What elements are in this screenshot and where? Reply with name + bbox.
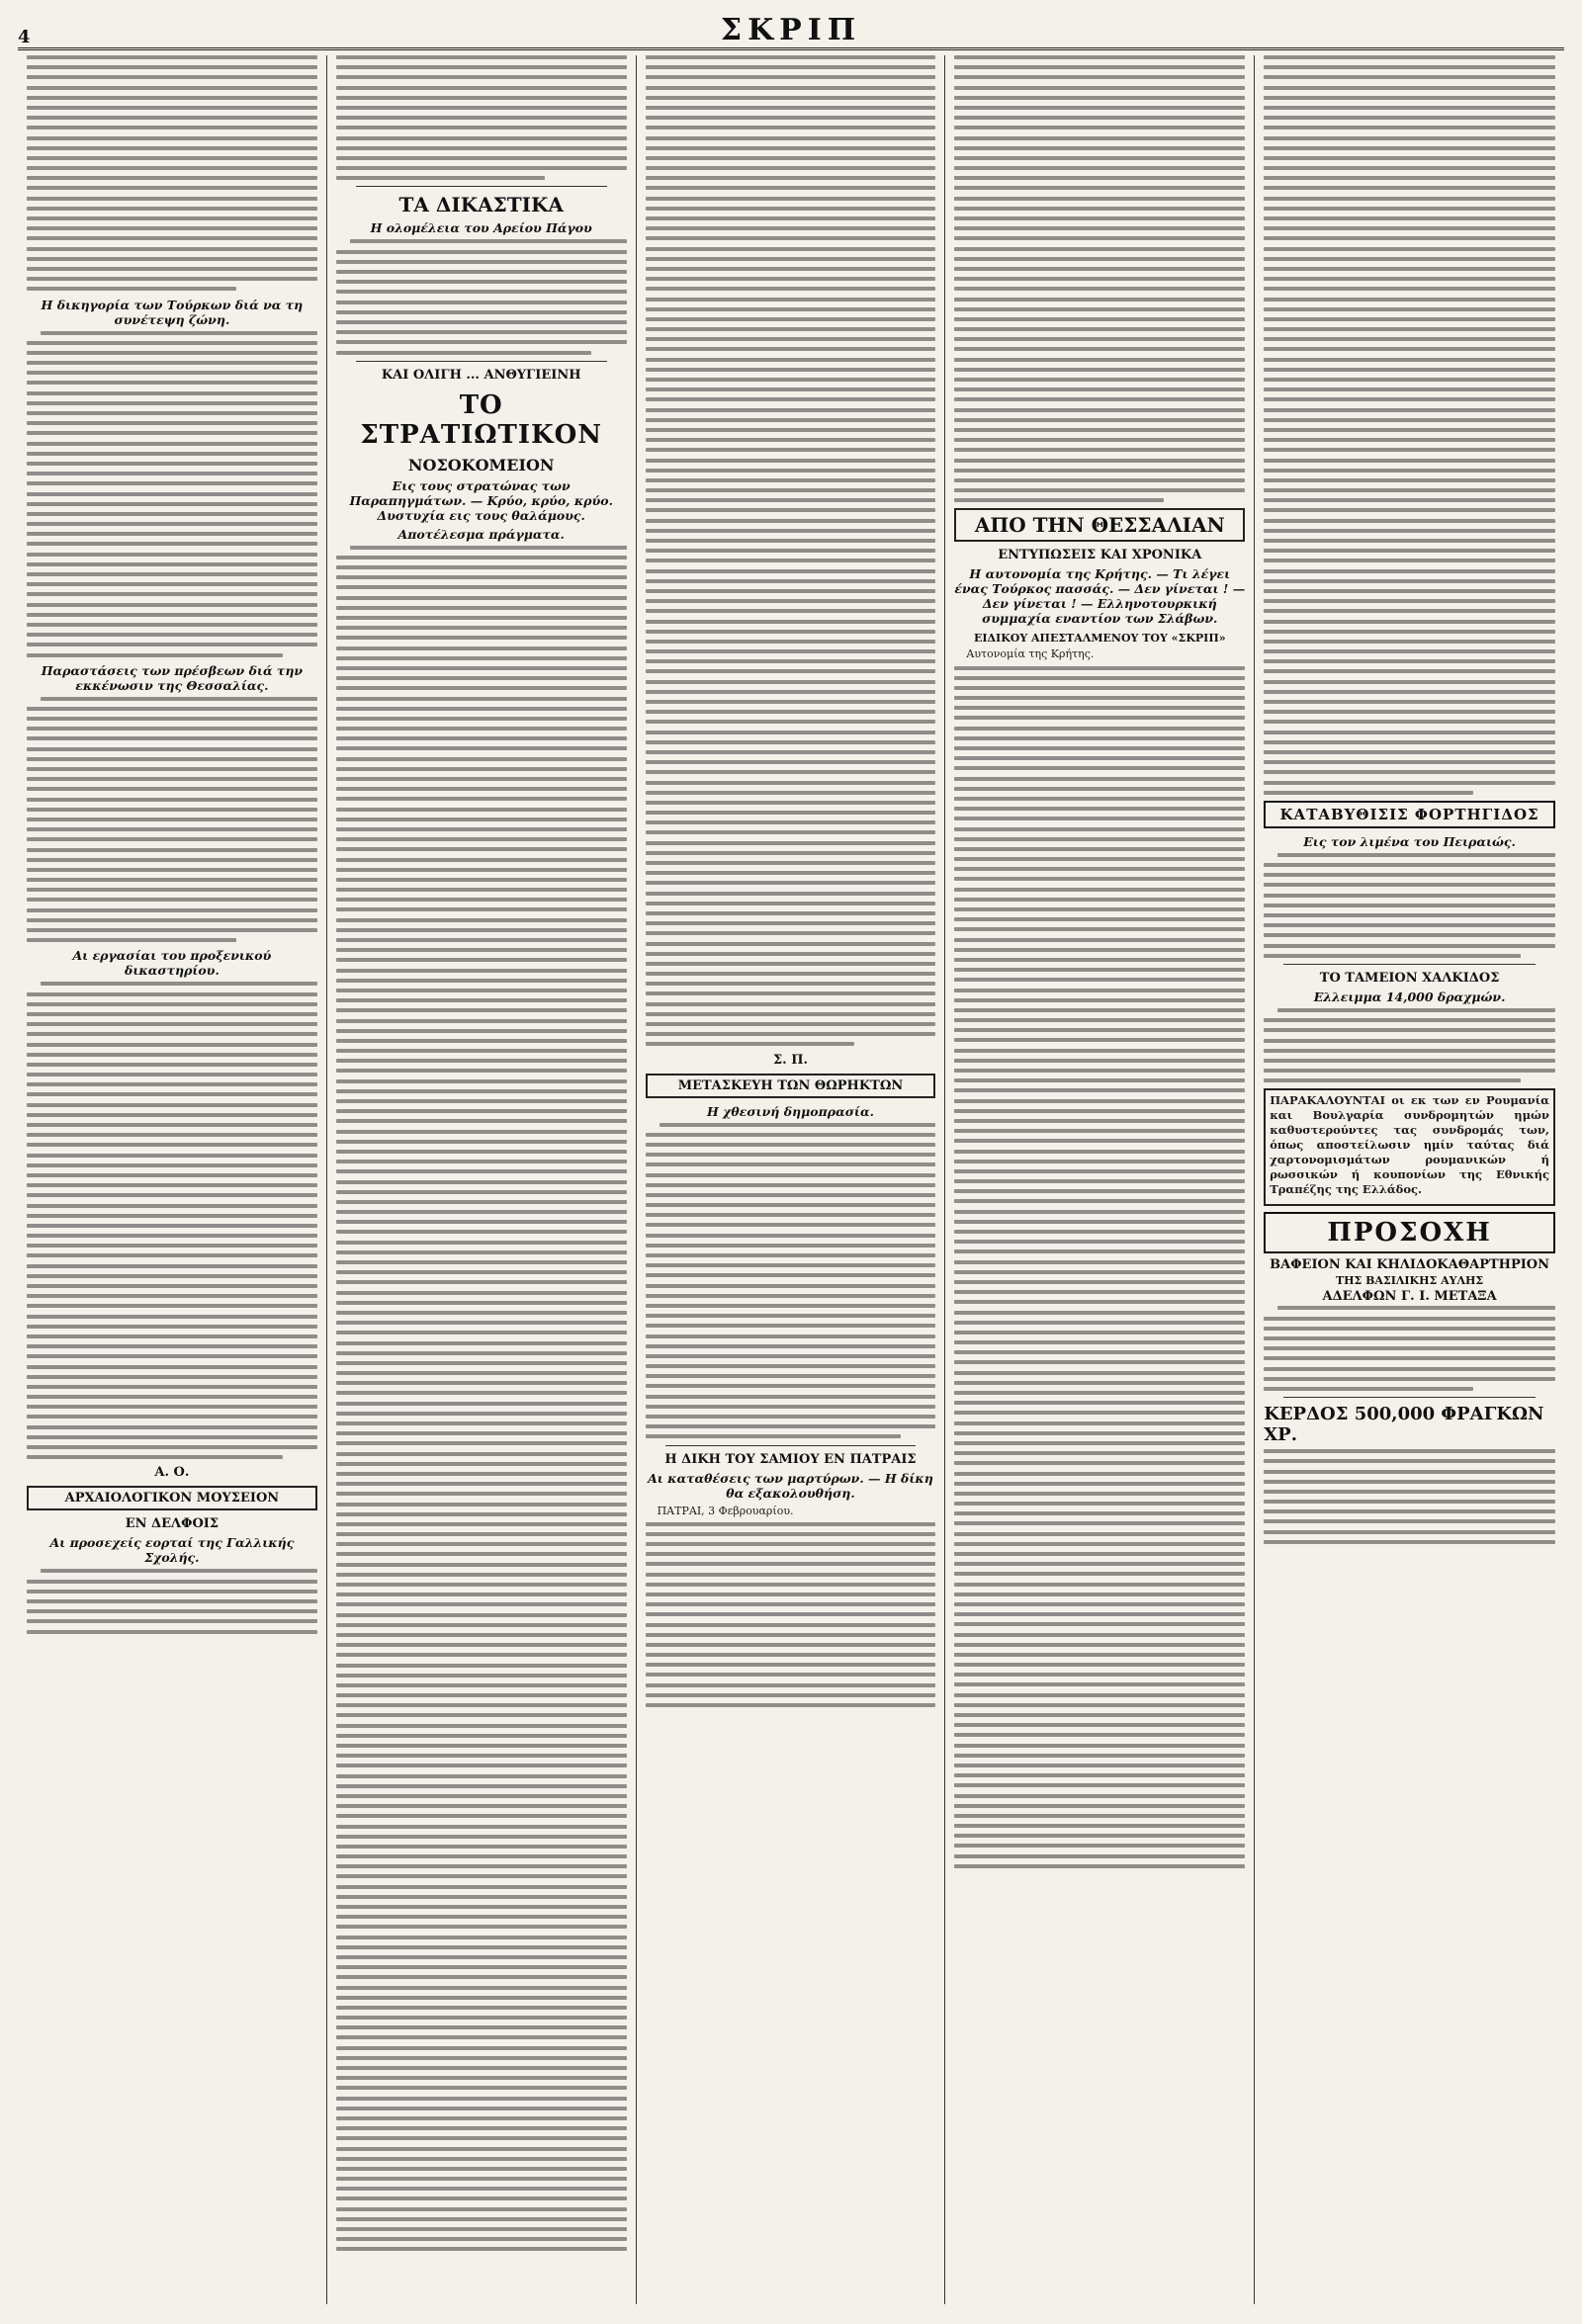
article-body [336, 55, 627, 180]
ad-profit-heading: ΚΕΡΔΟΣ 500,000 ΦΡΑΓΚΩΝ ΧΡ. [1264, 1404, 1544, 1446]
heading-tender: Η χθεσινή δημοπρασία. [707, 1103, 874, 1119]
ad-brothers-metaxa: ΑΔΕΛΦΩΝ Γ. Ι. ΜΕΤΑΞΑ [1322, 1289, 1497, 1305]
heading-special-envoy: ΕΙΔΙΚΟΥ ΑΠΕΣΤΑΛΜΕΝΟΥ ΤΟΥ «ΣΚΡΙΠ» [973, 632, 1226, 646]
article-body [646, 1522, 936, 1707]
article-body [954, 55, 1245, 502]
article-body [1264, 55, 1555, 795]
museum-heading-box [27, 1486, 317, 1510]
divider [356, 361, 607, 362]
column-3 [637, 55, 946, 2304]
heading-few-unhealthy: ΚΑΙ ΟΛΙΓΗ ... ΑΝΘΥΓΙΕΙΝΗ [381, 367, 581, 383]
article-body [646, 1123, 936, 1439]
article-body [27, 697, 317, 943]
article-body [336, 546, 627, 2252]
thessaly-heading-box [954, 508, 1245, 542]
heading-french-school: Αι προσεχείς εορταί της Γαλλικής Σχολής. [49, 1535, 295, 1566]
article-body [27, 982, 317, 1459]
heading-armored-transfer: ΜΕΤΑΣΚΕΥΗ ΤΩΝ ΘΩΡΗΚΤΩΝ [677, 1077, 904, 1093]
columns [18, 55, 1564, 2304]
article-body [1264, 1008, 1555, 1082]
heading-chalkis-fund: ΤΟ ΤΑΜΕΙΟΝ ΧΑΛΚΙΔΟΣ [1319, 970, 1500, 986]
heading-results: Αποτέλεσμα πράγματα. [397, 526, 565, 542]
heading-piraeus: Εις τον λιμένα του Πειραιώς. [1303, 833, 1516, 849]
newspaper-title: ΣΚΡΙΠ [720, 13, 862, 47]
subscribers-request: ΠΑΡΑΚΑΛΟΥΝΤΑΙ οι εκ των εν Ρουμανία και Βουλγαρία συνδρομητών ημών καθυστερούντες τας συνδρομάς των, όπως αποστείλωσιν ημίν ταύτας διά χαρτονομισμάτων ρουμανικών ή ρωσσικών ή κουπονίων της Εθνικής Τραπέζης της Ελλάδος. [1270, 1093, 1549, 1197]
heading-thessaly: ΑΠΟ ΤΗΝ ΘΕΣΣΑΛΙΑΝ [974, 513, 1225, 538]
heading-consular-court: Αι εργασίαι του προξενικού δικαστηρίου. [72, 948, 272, 979]
heading-envoys: Παραστάσεις των πρέσβεων διά την εκκένωσιν της Θεσσαλίας. [41, 662, 304, 693]
article-body [336, 239, 627, 354]
divider [1283, 964, 1536, 965]
transfer-heading-box [646, 1074, 936, 1098]
heading-museum: ΑΡΧΑΙΟΛΟΓΙΚΟΝ ΜΟΥΣΕΙΟΝ [64, 1491, 280, 1506]
article-signature: Σ. Π. [772, 1052, 809, 1068]
article-body [1264, 853, 1555, 958]
masthead [18, 8, 1564, 50]
heading-cargo-sinking: ΚΑΤΑΒΥΘΙΣΙΣ ΦΟΡΤΗΓΙΔΟΣ [1264, 801, 1555, 828]
article-body [954, 666, 1245, 1868]
article-signature: Α. Ο. [154, 1465, 190, 1481]
column-5 [1255, 55, 1564, 2304]
ad-dyehouse: ΒΑΦΕΙΟΝ ΚΑΙ ΚΗΛΙΔΟΚΑΘΑΡΤΗΡΙΟΝ [1270, 1257, 1550, 1273]
heading-military-hospital: ΤΟ ΣΤΡΑΤΙΩΤΙΚΟΝ [360, 389, 603, 450]
heading-courts: ΤΑ ΔΙΚΑΣΤΙΚΑ [398, 193, 564, 217]
divider [665, 1445, 917, 1446]
page-number: 4 [18, 27, 31, 47]
heading-delphi: ΕΝ ΔΕΛΦΟΙΣ [125, 1516, 220, 1532]
heading-crete-autonomy: Η αυτονομία της Κρήτης. — Τι λέγει ένας Τούρκος πασσάς. — Δεν γίνεται ! — Δεν γίνεται ! — Ελληνοτουρκική συμμαχία εναντίον των Σλάβων. [954, 566, 1246, 627]
ad-body [1264, 1449, 1555, 1544]
heading-areios-pagos: Η ολομέλεια του Αρείου Πάγου [370, 220, 592, 236]
heading-lawyers: Η δικηγορία των Τούρκων διά να τη συνέτεψη ζώνη. [41, 297, 304, 327]
article-body [27, 55, 317, 291]
heading-barracks: Εις τους στρατώνας των Παραπηγμάτων. — Κρύο, κρύο, κρύο. Δυστυχία εις τους θαλάμους. [349, 477, 613, 523]
article-body [27, 1569, 317, 1633]
heading-deficit: Ελλειμμα 14,000 δραχμών. [1313, 989, 1506, 1004]
column-1 [18, 55, 327, 2304]
column-2 [327, 55, 637, 2304]
subheading-crete: Αυτονομία της Κρήτης. [966, 647, 1095, 661]
heading-witnesses: Αι καταθέσεις των μαρτύρων. — Η δίκη θα εξακολουθήση. [648, 1470, 933, 1501]
subscribers-notice [1264, 1088, 1555, 1206]
heading-samios-trial: Η ΔΙΚΗ ΤΟΥ ΣΑΜΙΟΥ ΕΝ ΠΑΤΡΑΙΣ [664, 1451, 917, 1467]
ad-body [1264, 1306, 1555, 1391]
divider [1283, 1397, 1536, 1398]
heading-hospital: ΝΟΣΟΚΟΜΕΙΟΝ [407, 455, 555, 474]
divider [356, 186, 607, 187]
column-4 [945, 55, 1255, 2304]
article-body [27, 331, 317, 657]
ad-royal-court: ΤΗΣ ΒΑΣΙΛΙΚΗΣ ΑΥΛΗΣ [1335, 1274, 1484, 1288]
ad-title: ΠΡΟΣΟΧΗ [1264, 1212, 1555, 1253]
heading-impressions: ΕΝΤΥΠΩΣΕΙΣ ΚΑΙ ΧΡΟΝΙΚΑ [998, 548, 1202, 563]
article-body [646, 55, 936, 1046]
dateline: ΠΑΤΡΑΙ, 3 Φεβρουαρίου. [657, 1504, 794, 1517]
